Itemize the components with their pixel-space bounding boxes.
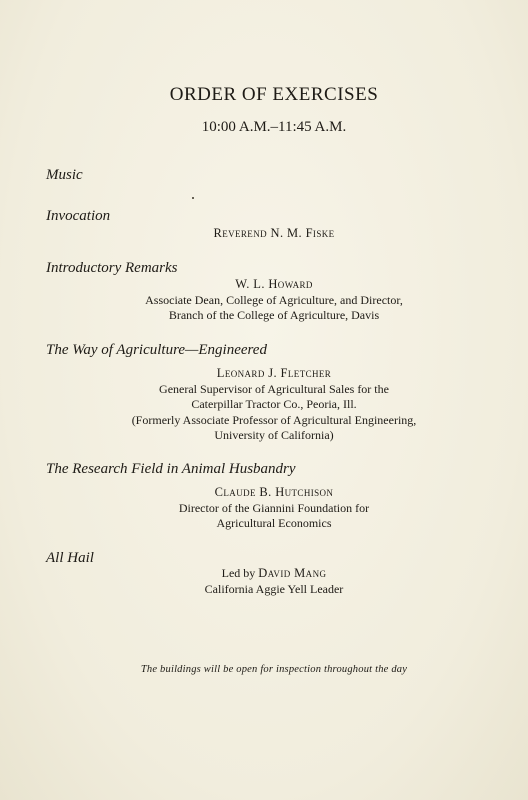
all-hail-block [10, 566, 528, 597]
speaker-title: Director of the Giannini Foundation for [178, 500, 370, 515]
heading-way-of-agriculture: The Way of Agriculture—Engineered [46, 342, 267, 358]
led-by-line [10, 566, 528, 582]
speaker-name: David Mang [258, 566, 327, 580]
heading-music: Music [46, 167, 83, 183]
speaker-title: Agricultural Economics [216, 516, 332, 530]
heading-all-hail: All Hail [46, 550, 94, 566]
speaker-title: University of California) [214, 428, 334, 442]
research-field-block [10, 485, 528, 532]
speaker-title: Branch of the College of Agriculture, Davis [168, 308, 380, 322]
introductory-remarks-block [10, 277, 528, 324]
speck-mark [192, 197, 194, 199]
speaker-title: General Supervisor of Agricultural Sales for the [159, 381, 389, 396]
page-title: ORDER OF EXERCISES [169, 84, 379, 105]
heading-invocation: Invocation [46, 208, 111, 224]
heading-introductory-remarks: Introductory Remarks [46, 260, 178, 276]
footer-note: The buildings will be open for inspection throughout the day [140, 664, 408, 675]
speaker-name: Reverend N. M. Fiske [213, 226, 335, 240]
speaker-name: W. L. Howard [235, 277, 313, 291]
speaker-title: California Aggie Yell Leader [204, 581, 344, 596]
speaker-name: Leonard J. Fletcher [216, 366, 332, 380]
speaker-title: Caterpillar Tractor Co., Peoria, Ill. [191, 397, 357, 411]
led-by-prefix: Led by [221, 566, 259, 580]
speaker-title: (Formerly Associate Professor of Agricultural Engineering, [131, 412, 417, 427]
time-range: 10:00 A.M.–11:45 A.M. [201, 119, 347, 135]
invocation-block [10, 226, 528, 242]
speaker-name: Claude B. Hutchison [214, 485, 334, 499]
heading-research-field: The Research Field in Animal Husbandry [46, 461, 296, 477]
speaker-title: Associate Dean, College of Agriculture, and Director, [145, 292, 403, 307]
way-of-agriculture-block [10, 366, 528, 444]
